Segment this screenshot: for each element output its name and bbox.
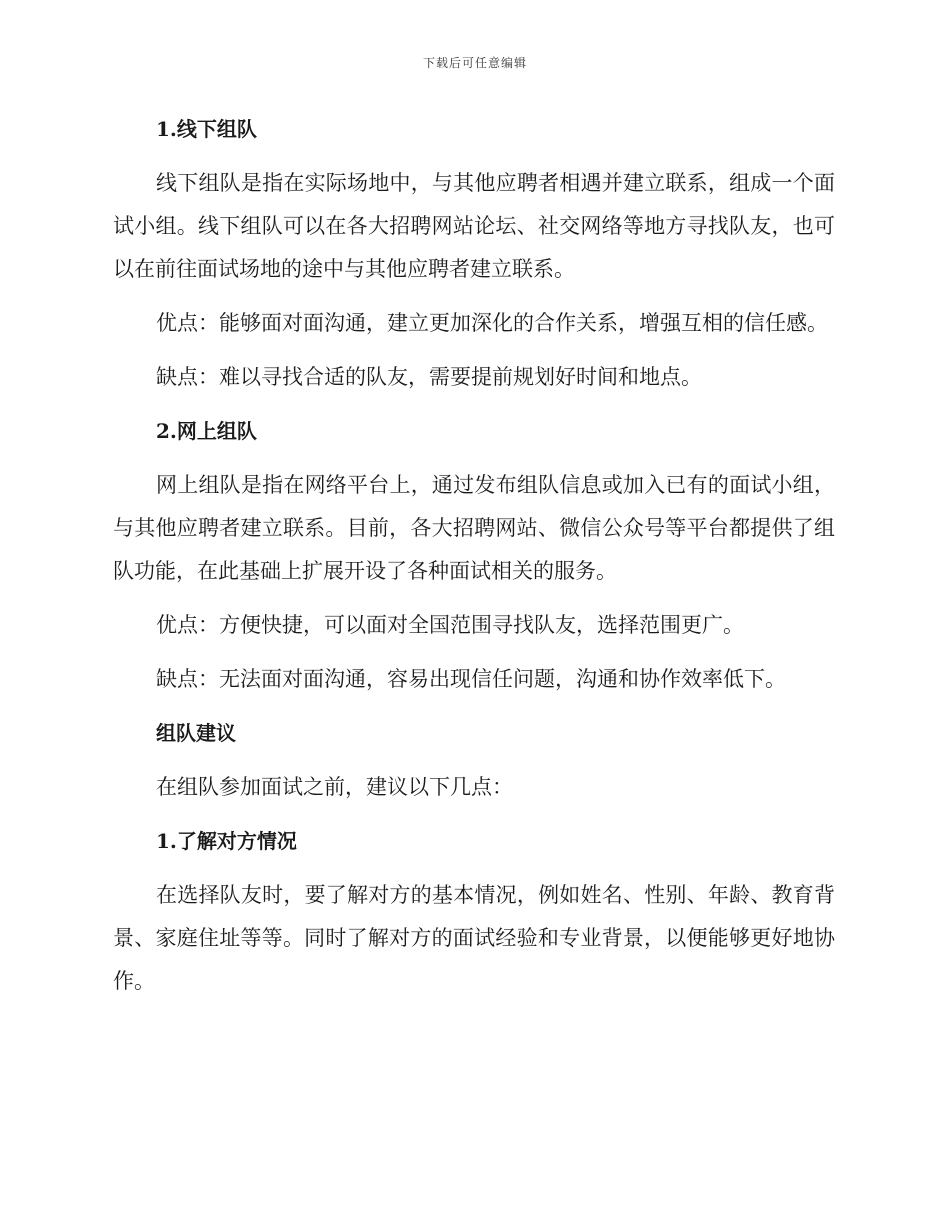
section-title-offline: 1.线下组队: [156, 117, 257, 141]
paragraph-advice-item-text: 在选择队友时，要了解对方的基本情况，例如姓名、性别、年龄、教育背景、家庭住址等等。同时了解对方的面试经验和专业背景，以便能够更好地协作。: [113, 883, 835, 993]
paragraph-online-pros: 优点：方便快捷，可以面对全国范围寻找队友，选择范围更广。: [156, 613, 744, 637]
section-title-online: 2.网上组队: [156, 419, 257, 443]
section-title-advice: 组队建议: [156, 721, 236, 745]
page-header: 下载后可任意编辑: [422, 56, 527, 70]
paragraph-offline-description: 线下组队是指在实际场地中，与其他应聘者相遇并建立联系，组成一个面试小组。线下组队可以在各大招聘网站论坛、社交网络等地方寻找队友，也可以在前往面试场地的途中与其他应聘者建立联系。: [113, 171, 835, 281]
document-body: [113, 108, 835, 1003]
paragraph-offline-cons: 缺点：难以寻找合适的队友，需要提前规划好时间和地点。: [156, 365, 702, 389]
paragraph-offline-pros: 优点：能够面对面沟通，建立更加深化的合作关系，增强互相的信任感。: [156, 311, 828, 335]
paragraph-advice-intro: 在组队参加面试之前，建议以下几点：: [156, 775, 513, 799]
advice-item-title: 1.了解对方情况: [156, 829, 297, 853]
paragraph-online-description: 网上组队是指在网络平台上，通过发布组队信息或加入已有的面试小组，与其他应聘者建立联系。目前，各大招聘网站、微信公众号等平台都提供了组队功能，在此基础上扩展开设了各种面试相关的服务。: [113, 473, 835, 583]
paragraph-online-cons: 缺点：无法面对面沟通，容易出现信任问题，沟通和协作效率低下。: [156, 667, 786, 691]
